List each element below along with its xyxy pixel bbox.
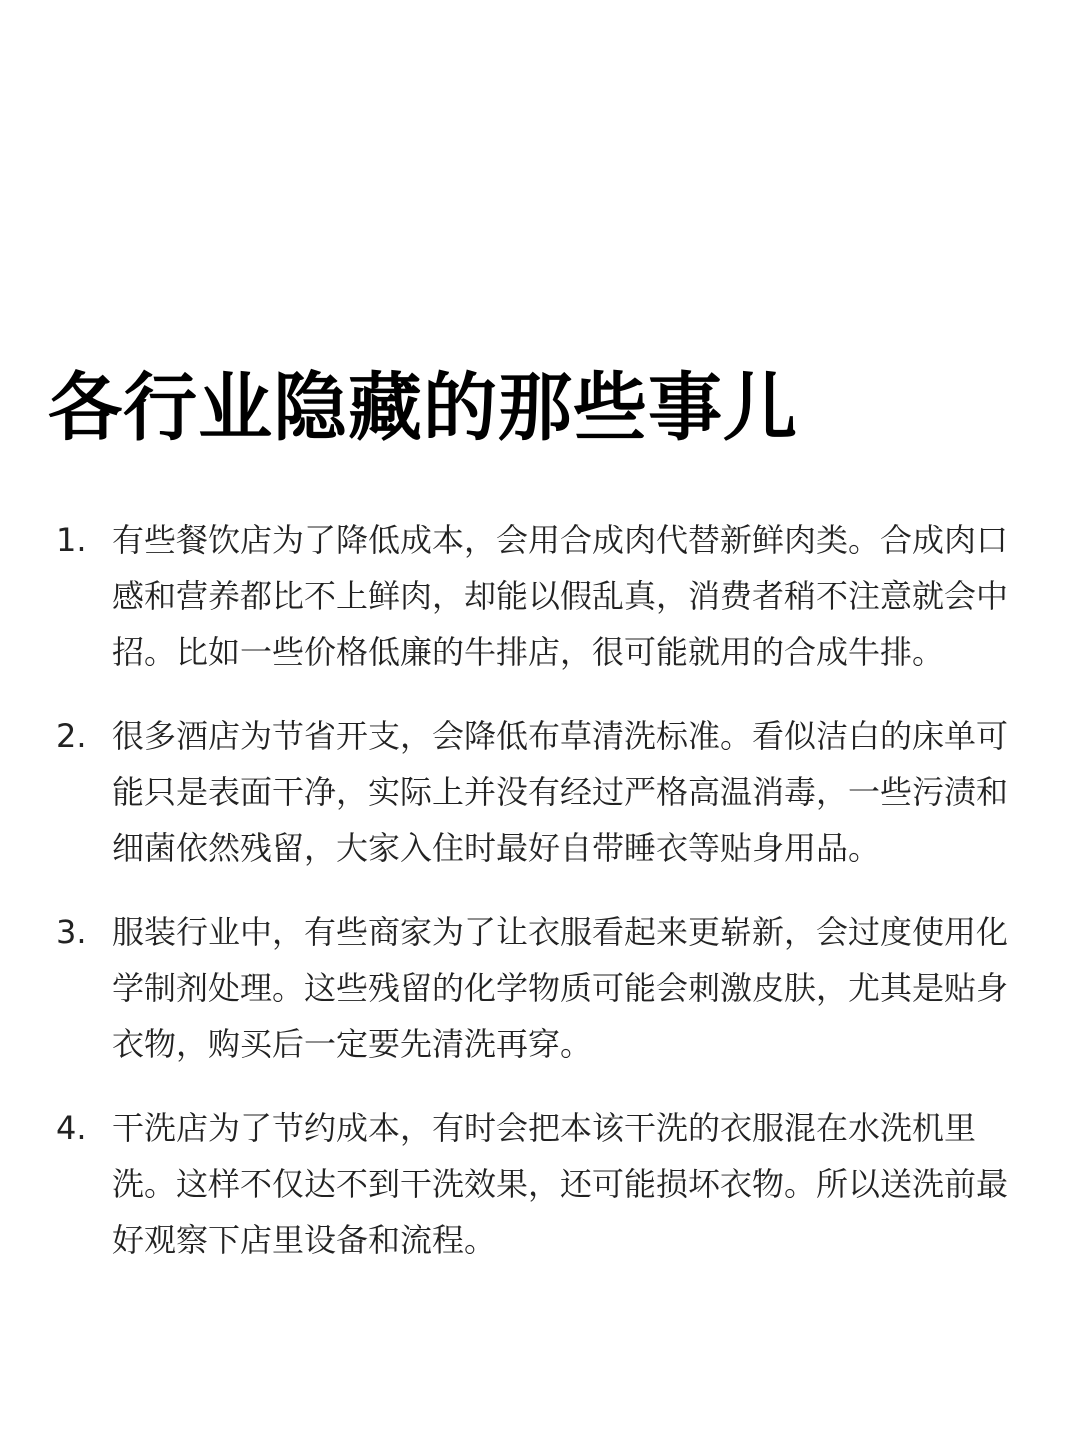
list-item-text: 有些餐饮店为了降低成本，会用合成肉代替新鲜肉类。合成肉口感和营养都比不上鲜肉，却能以假乱真，消费者稍不注意就会中招。比如一些价格低廉的牛排店，很可能就用的合成牛排。: [112, 521, 1009, 671]
list-item-number: 3.: [56, 913, 87, 951]
list-item: [56, 708, 1016, 876]
list-item: [56, 1100, 1016, 1268]
list-item: [56, 904, 1016, 1072]
list-item-number: 2.: [56, 717, 87, 755]
list-item-text: 很多酒店为节省开支，会降低布草清洗标准。看似洁白的床单可能只是表面干净，实际上并没有经过严格高温消毒，一些污渍和细菌依然残留，大家入住时最好自带睡衣等贴身用品。: [112, 717, 1009, 867]
list-item-number: 4.: [56, 1109, 87, 1147]
list-item-text: 服装行业中，有些商家为了让衣服看起来更崭新，会过度使用化学制剂处理。这些残留的化学物质可能会刺激皮肤，尤其是贴身衣物，购买后一定要先清洗再穿。: [112, 913, 1009, 1063]
tips-list: [56, 512, 1016, 1296]
page-title: 各行业隐藏的那些事儿: [48, 365, 798, 451]
list-item-number: 1.: [56, 521, 87, 559]
list-item: [56, 512, 1016, 680]
list-item-text: 干洗店为了节约成本，有时会把本该干洗的衣服混在水洗机里洗。这样不仅达不到干洗效果，还可能损坏衣物。所以送洗前最好观察下店里设备和流程。: [112, 1109, 1009, 1259]
